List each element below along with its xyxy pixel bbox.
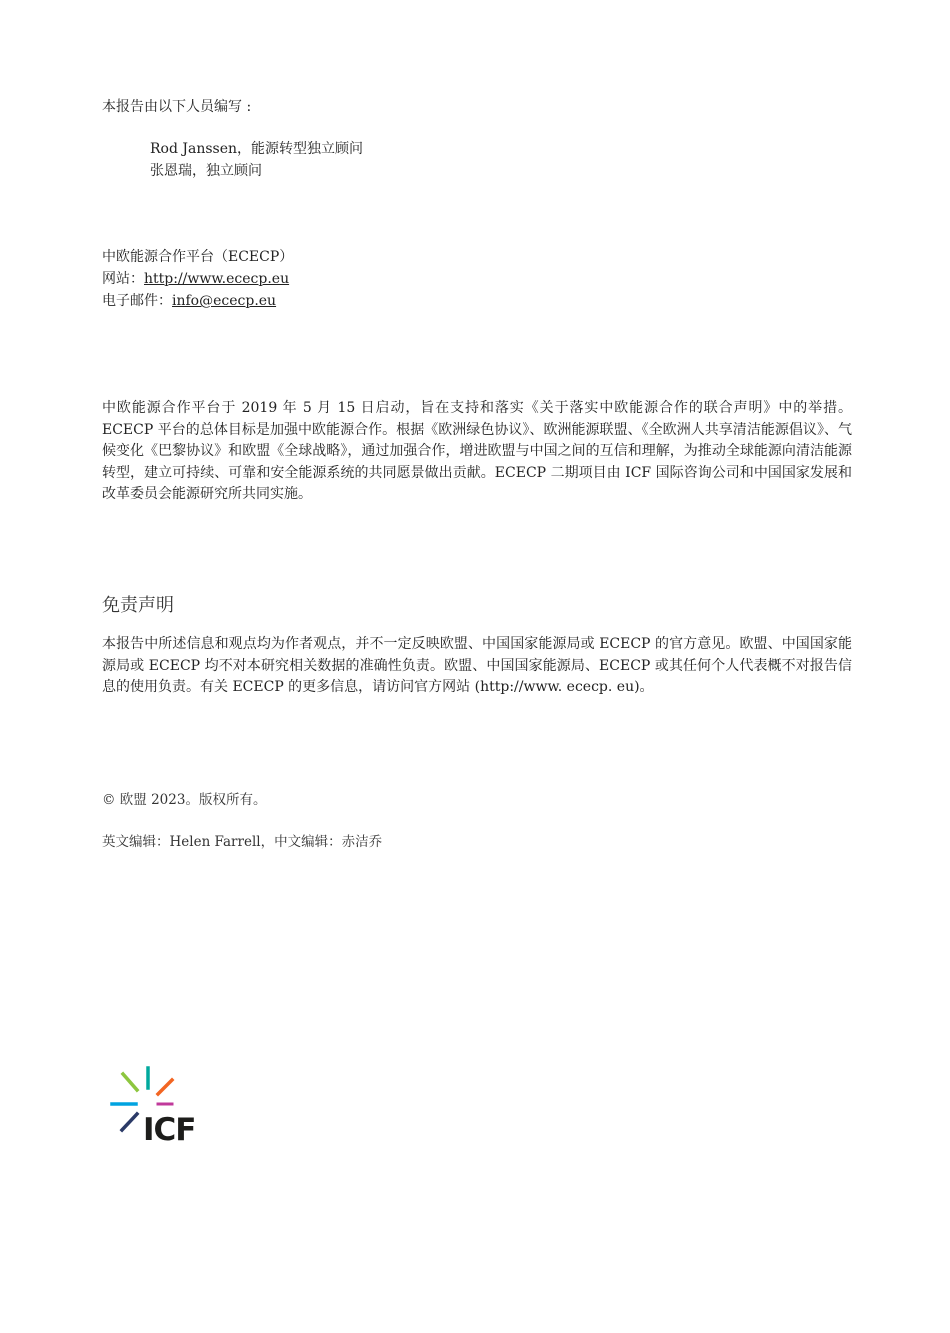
authors-intro: 本报告由以下人员编写 : — [102, 99, 252, 115]
about-section — [102, 398, 852, 506]
copyright-text: © 欧盟 2023。版权所有。 — [102, 792, 267, 808]
icf-logo — [108, 1062, 218, 1152]
email-label: 电子邮件： — [102, 293, 172, 309]
icf-logo-icon — [108, 1062, 218, 1152]
authors-section — [102, 96, 852, 182]
author-item: 张恩瑞，独立顾问 — [150, 163, 262, 179]
editors-text: 英文编辑：Helen Farrell，中文编辑：赤洁乔 — [102, 834, 383, 850]
about-paragraph: 中欧能源合作平台于 2019 年 5 月 15 日启动，旨在支持和落实《关于落实中欧能源合作的联合声明》中的举措。ECECP 平台的总体目标是加强中欧能源合作。根据《欧洲绿色协议》、欧洲能源联盟、《全欧洲人共享清洁能源倡议》、气候变化《巴黎协议》和欧盟《全球战略》，通过加强合作，增进欧盟与中国之间的互信和理解，为推动全球能源向清洁能源转型，建立可持续、可靠和安全能源系统的共同愿景做出贡献。ECECP 二期项目由 ICF 国际咨询公司和中国国家发展和改革委员会能源研究所共同实施。 — [102, 400, 852, 502]
email-link[interactable]: info@ececp.eu — [172, 293, 277, 309]
logo-wordmark: ICF — [143, 1112, 196, 1148]
website-link[interactable]: http://www.ececp.eu — [144, 271, 290, 287]
copyright-section — [102, 790, 852, 852]
website-label: 网站： — [102, 271, 144, 287]
contact-section — [102, 246, 852, 312]
org-name: 中欧能源合作平台（ECECP） — [102, 249, 294, 265]
email-line — [102, 290, 852, 312]
website-line — [102, 268, 852, 290]
logo-ray-orange — [158, 1080, 172, 1094]
disclaimer-section — [102, 594, 852, 699]
author-item: Rod Janssen，能源转型独立顾问 — [150, 141, 364, 157]
disclaimer-title: 免责声明 — [102, 595, 174, 616]
logo-ray-navy — [122, 1114, 137, 1130]
disclaimer-paragraph: 本报告中所述信息和观点均为作者观点，并不一定反映欧盟、中国国家能源局或 ECECP 的官方意见。欧盟、中国国家能源局或 ECECP 均不对本研究相关数据的准确性负责。欧盟、中国国家能源局、ECECP 或其任何个人代表概不对报告信息的使用负责。有关 ECECP 的更多信息，请访问官方网站 (http://www. ececp. eu)。 — [102, 636, 852, 695]
logo-ray-green — [123, 1074, 137, 1090]
